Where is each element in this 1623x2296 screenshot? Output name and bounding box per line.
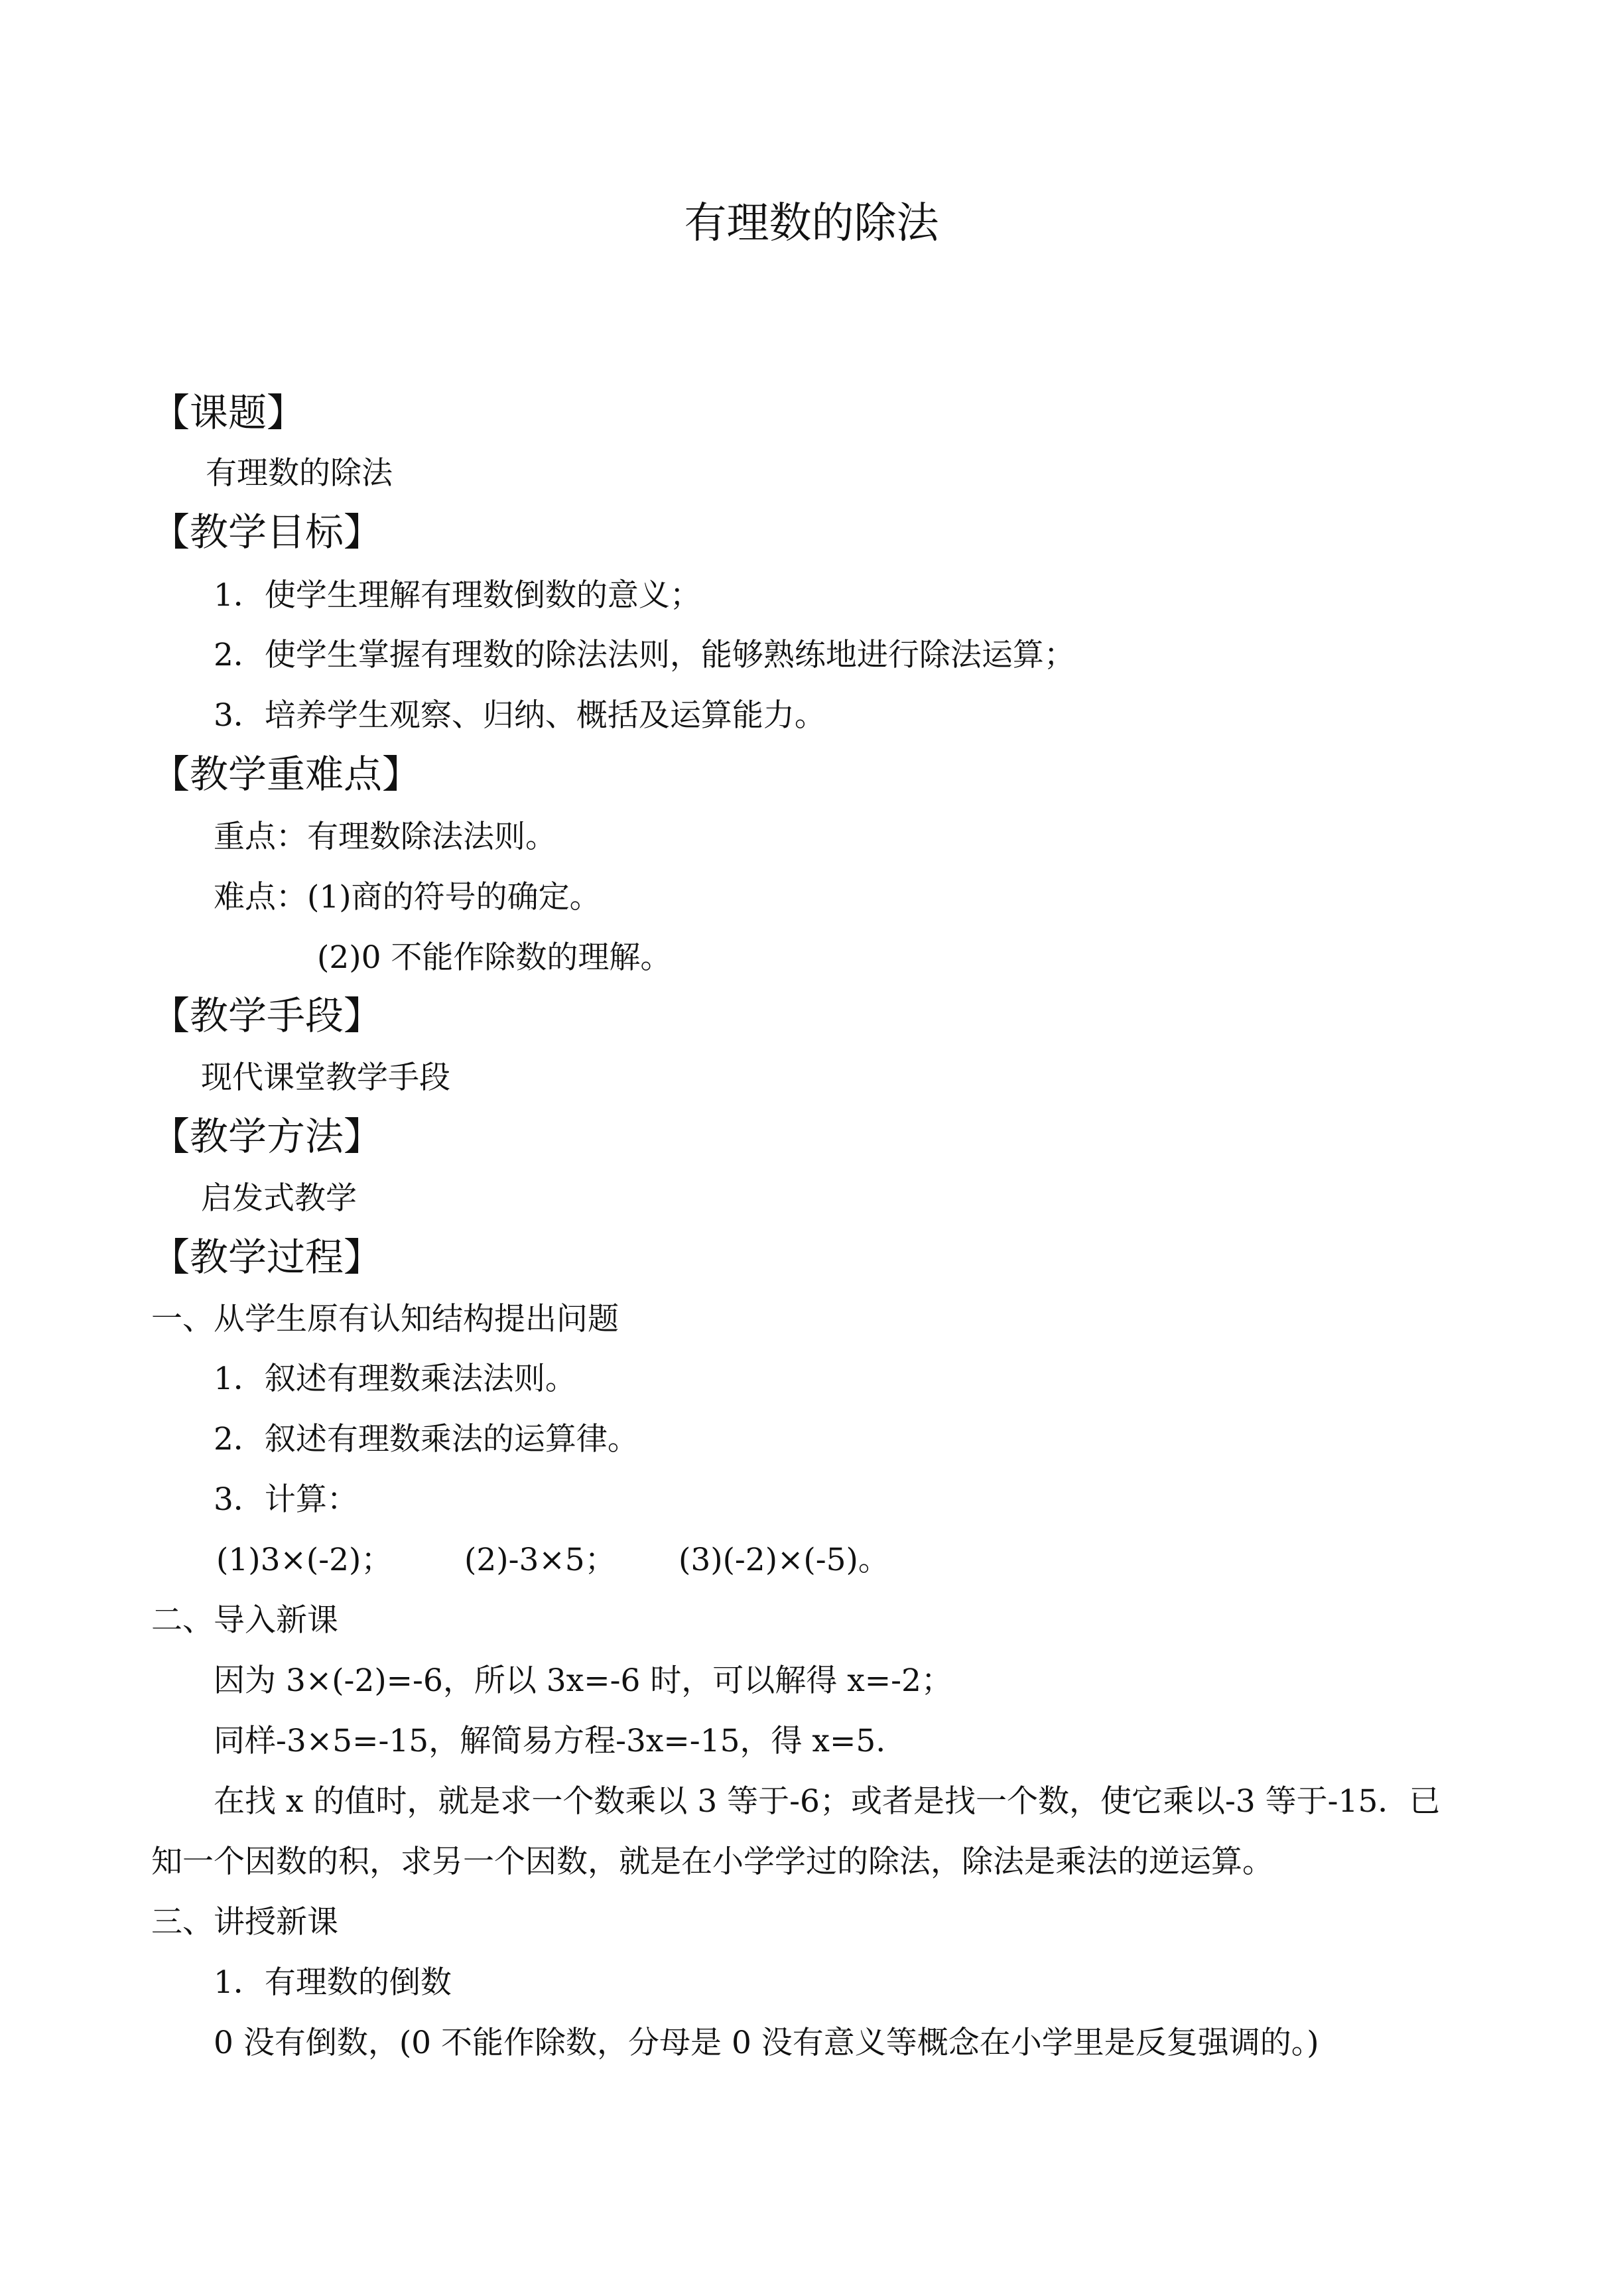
section-heading-key-points: 【教学重难点】 bbox=[151, 752, 421, 797]
paragraph-line: 在找 x 的值时，就是求一个数乘以 3 等于-6；或者是找一个数，使它乘以-3 等于-15．已 bbox=[214, 1783, 1441, 1820]
means-content: 现代课堂教学手段 bbox=[201, 1059, 450, 1096]
key-point-difficulty: 难点：(1)商的符号的确定。 bbox=[214, 879, 601, 915]
section-heading-objectives: 【教学目标】 bbox=[151, 509, 383, 555]
process-list-item: 3．计算： bbox=[214, 1481, 358, 1518]
exercise-item: (3)(-2)×(-5)。 bbox=[679, 1542, 889, 1578]
process-part-title: 二、导入新课 bbox=[151, 1602, 338, 1639]
section-heading-methods: 【教学方法】 bbox=[151, 1114, 383, 1159]
exercise-item: (2)-3×5； bbox=[464, 1542, 616, 1578]
exercise-item: (1)3×(-2)； bbox=[216, 1542, 393, 1578]
section-heading-topic: 【课题】 bbox=[151, 390, 306, 435]
paragraph-line: 0 没有倒数，(0 不能作除数，分母是 0 没有意义等概念在小学里是反复强调的。) bbox=[214, 2025, 1319, 2061]
paragraph-line: 知一个因数的积，求另一个因数，就是在小学学过的除法，除法是乘法的逆运算。 bbox=[151, 1844, 1273, 1880]
methods-content: 启发式教学 bbox=[201, 1180, 357, 1217]
process-list-item: 1．有理数的倒数 bbox=[214, 1964, 452, 2001]
objective-item: 1．使学生理解有理数倒数的意义； bbox=[214, 577, 701, 614]
key-point-difficulty: (2)0 不能作除数的理解。 bbox=[317, 939, 672, 976]
objective-item: 2．使学生掌握有理数的除法法则，能够熟练地进行除法运算； bbox=[214, 637, 1075, 673]
process-part-title: 一、从学生原有认知结构提出问题 bbox=[151, 1301, 619, 1337]
paragraph-line: 因为 3×(-2)=-6，所以 3x=-6 时，可以解得 x=-2； bbox=[214, 1662, 952, 1699]
topic-content: 有理数的除法 bbox=[206, 455, 393, 492]
section-heading-process: 【教学过程】 bbox=[151, 1235, 383, 1280]
process-part-title: 三、讲授新课 bbox=[151, 1904, 338, 1940]
objective-item: 3．培养学生观察、归纳、概括及运算能力。 bbox=[214, 697, 826, 734]
process-list-item: 2．叙述有理数乘法的运算律。 bbox=[214, 1421, 639, 1457]
process-list-item: 1．叙述有理数乘法法则。 bbox=[214, 1361, 576, 1397]
section-heading-means: 【教学手段】 bbox=[151, 993, 383, 1038]
document-title: 有理数的除法 bbox=[684, 199, 939, 248]
key-point-focus: 重点：有理数除法法则。 bbox=[214, 819, 556, 855]
paragraph-line: 同样-3×5=-15，解简易方程-3x=-15，得 x=5. bbox=[214, 1723, 886, 1759]
